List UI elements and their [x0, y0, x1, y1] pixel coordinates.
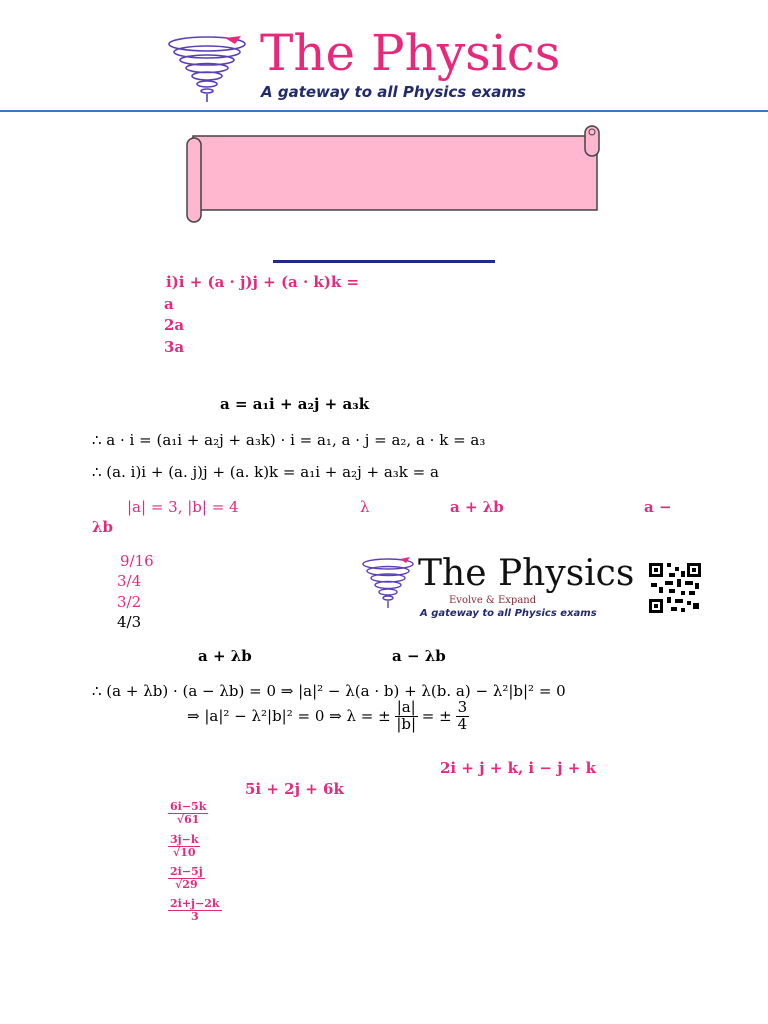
question3-stem-part1: 2i + j + k, i − j + k: [440, 759, 596, 777]
option-numerator: 2i+j−2k: [170, 897, 220, 910]
brand-tagline: A gateway to all Physics exams: [261, 83, 526, 101]
question2-stem-part1: |a| = 3, |b| = 4: [127, 498, 239, 516]
fraction-numerator: |a|: [396, 698, 416, 716]
solution2-line1-right: a − λb: [392, 647, 446, 665]
question3-option-3: [168, 866, 205, 890]
question2-stem-lambda: λ: [360, 498, 370, 516]
watermark-logo-icon: [360, 556, 418, 612]
question2-stem-part4: λb: [92, 518, 114, 536]
question2-stem-part2: a + λb: [450, 498, 504, 516]
solution2-line2: ∴ (a + λb) · (a − λb) = 0 ⇒ |a|² − λ(a · b) + λ(b. a) − λ²|b|² = 0: [92, 682, 566, 700]
solution1-line1: a = a₁i + a₂j + a₃k: [220, 395, 370, 413]
option-numerator: 3j−k: [170, 833, 199, 846]
watermark-title: The Physics: [418, 553, 635, 594]
header-divider: [0, 110, 768, 112]
qr-code-icon: [649, 563, 701, 613]
option-numerator: 2i−5j: [170, 865, 203, 878]
section-underline: [273, 260, 495, 263]
solution1-line3: ∴ (a. i)i + (a. j)j + (a. k)k = a₁i + a₂j + a₃k = a: [92, 463, 439, 481]
scroll-banner: [183, 124, 603, 224]
logo-icon: [165, 34, 257, 106]
question1-option-3: 3a: [164, 338, 185, 356]
option-denominator: √61: [176, 812, 200, 826]
question1-option-2: 2a: [164, 316, 185, 334]
option-denominator: √29: [175, 877, 198, 891]
option-denominator: √10: [172, 845, 196, 859]
question2-option-2: 3/4: [117, 572, 142, 590]
solution2-line3-left: ⇒ |a|² − λ²|b|² = 0 ⇒ λ = ±: [187, 707, 391, 726]
solution2-fraction-a-over-b: [395, 700, 418, 733]
fraction-numerator: 3: [457, 698, 468, 716]
question2-option-1: 9/16: [120, 552, 154, 570]
option-denominator: 3: [190, 909, 199, 923]
solution2-fraction-3-over-4: [456, 700, 470, 733]
option-numerator: 6i−5k: [170, 800, 207, 813]
question3-option-1: [168, 801, 208, 825]
watermark-subtitle: Evolve & Expand: [449, 595, 537, 606]
question2-stem-part3: a −: [644, 498, 672, 516]
fraction-denominator: |b|: [396, 714, 417, 733]
question3-option-2: [168, 834, 200, 858]
fraction-denominator: 4: [457, 714, 468, 733]
question2-option-4: 4/3: [117, 613, 142, 631]
question3-option-4: [168, 898, 222, 922]
solution2-line3: [187, 700, 469, 733]
question2-option-3: 3/2: [117, 593, 142, 611]
solution1-line2: ∴ a · i = (a₁i + a₂j + a₃k) · i = a₁, a · j = a₂, a · k = a₃: [92, 431, 486, 449]
watermark-tagline: A gateway to all Physics exams: [420, 608, 597, 619]
solution2-line3-mid: = ±: [421, 707, 452, 726]
solution2-line1-left: a + λb: [198, 647, 252, 665]
question1-stem: i)i + (a · j)j + (a · k)k =: [166, 273, 360, 291]
brand-title: The Physics: [260, 24, 561, 82]
question1-option-1: a: [164, 295, 174, 313]
question3-stem-part2: 5i + 2j + 6k: [245, 780, 344, 798]
